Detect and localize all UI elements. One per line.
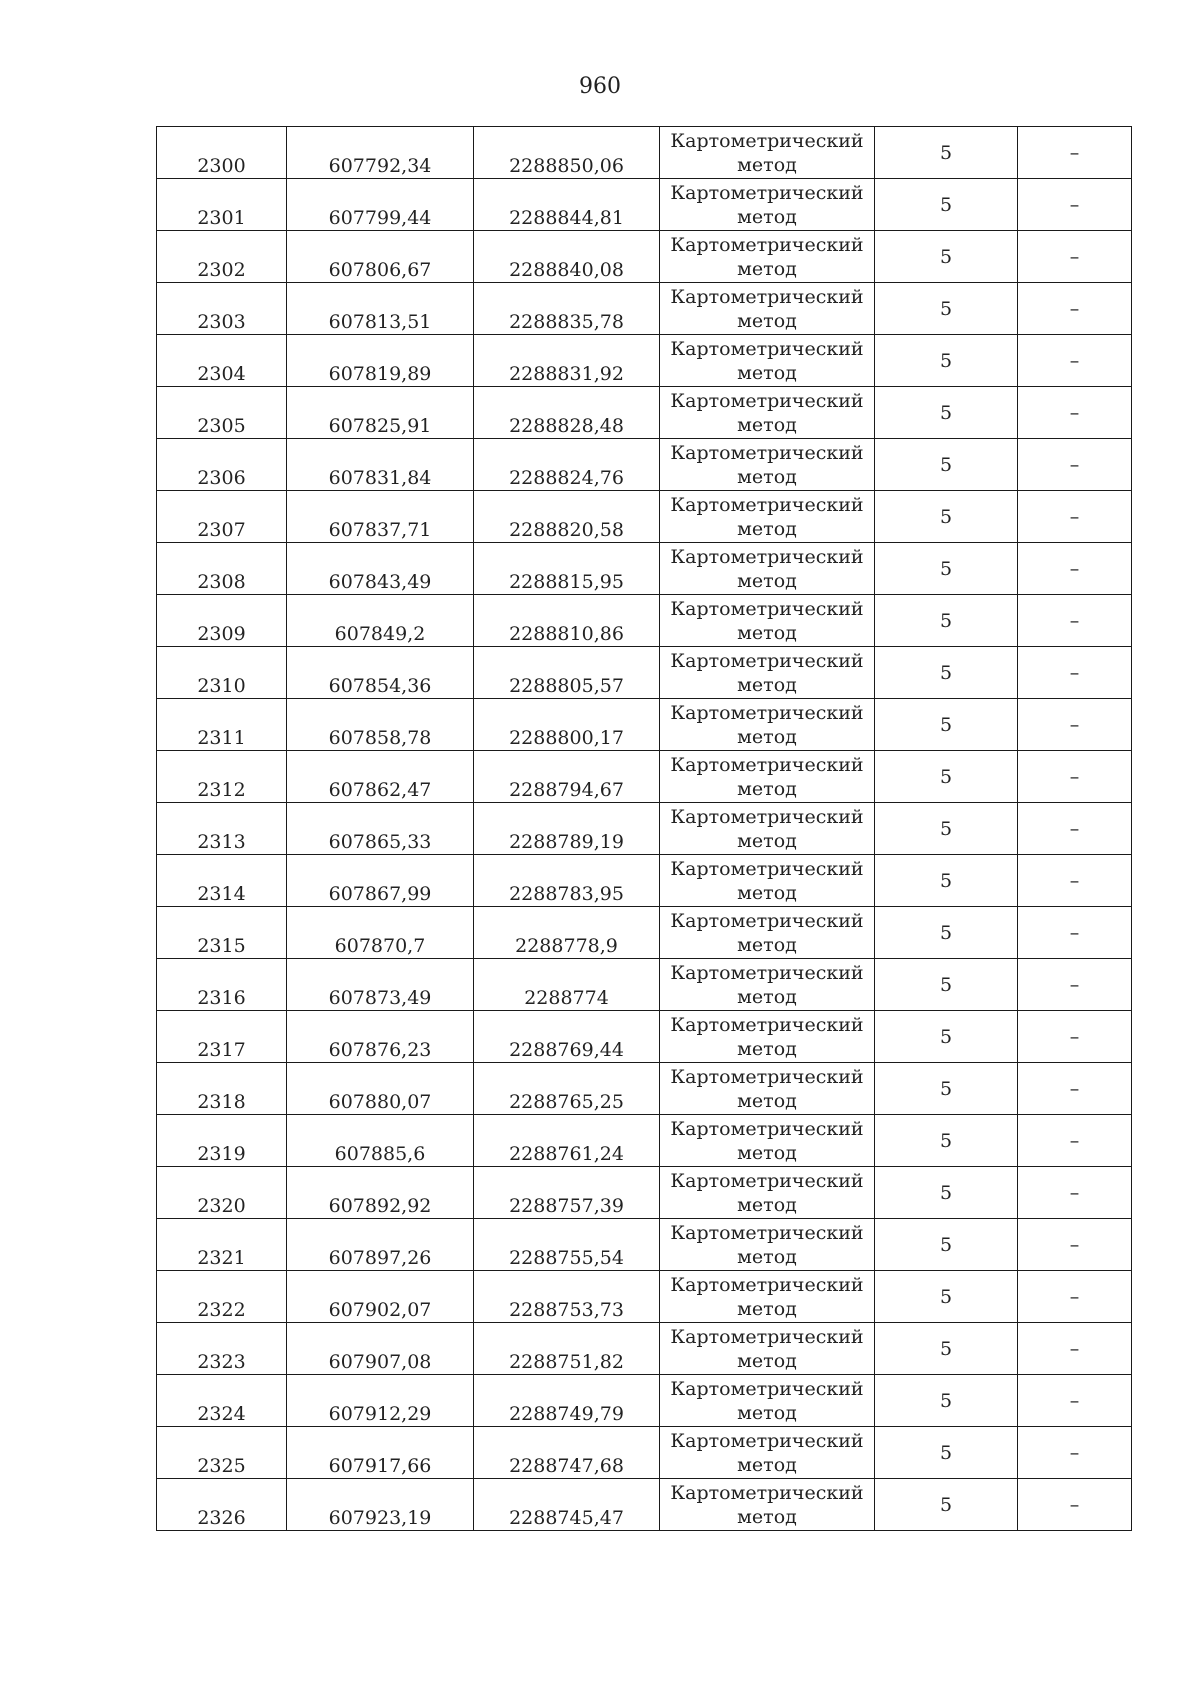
method-cell <box>660 855 875 907</box>
method-label-line2: метод <box>737 517 797 540</box>
y-coordinate-cell: 2288844,81 <box>474 179 660 231</box>
method-cell <box>660 1271 875 1323</box>
method-label-line1: Картометрический <box>670 961 864 984</box>
precision-cell: 5 <box>875 855 1018 907</box>
point-number-cell: 2314 <box>157 855 287 907</box>
precision-cell: 5 <box>875 647 1018 699</box>
x-coordinate-cell: 607917,66 <box>287 1427 474 1479</box>
y-coordinate-cell: 2288828,48 <box>474 387 660 439</box>
method-label-line2: метод <box>737 413 797 436</box>
precision-cell: 5 <box>875 1479 1018 1531</box>
method-cell <box>660 387 875 439</box>
method-cell <box>660 179 875 231</box>
method-label-line1: Картометрический <box>670 701 864 724</box>
x-coordinate-cell: 607923,19 <box>287 1479 474 1531</box>
note-cell: – <box>1018 1271 1132 1323</box>
precision-cell: 5 <box>875 543 1018 595</box>
method-cell <box>660 1011 875 1063</box>
x-coordinate-cell: 607912,29 <box>287 1375 474 1427</box>
method-label-line2: метод <box>737 361 797 384</box>
method-label-line2: метод <box>737 1037 797 1060</box>
note-cell: – <box>1018 179 1132 231</box>
table-row <box>157 1115 1132 1167</box>
method-label-line2: метод <box>737 725 797 748</box>
method-label-line1: Картометрический <box>670 1377 864 1400</box>
method-label-line2: метод <box>737 621 797 644</box>
point-number-cell: 2325 <box>157 1427 287 1479</box>
method-label-line2: метод <box>737 309 797 332</box>
method-label-line1: Картометрический <box>670 285 864 308</box>
point-number-cell: 2320 <box>157 1167 287 1219</box>
coordinates-table <box>156 126 1132 1531</box>
method-cell <box>660 127 875 179</box>
method-label-line1: Картометрический <box>670 805 864 828</box>
y-coordinate-cell: 2288805,57 <box>474 647 660 699</box>
precision-cell: 5 <box>875 491 1018 543</box>
method-cell <box>660 1063 875 1115</box>
method-label-line1: Картометрический <box>670 441 864 464</box>
method-cell <box>660 439 875 491</box>
note-cell: – <box>1018 647 1132 699</box>
point-number-cell: 2302 <box>157 231 287 283</box>
method-cell <box>660 803 875 855</box>
point-number-cell: 2306 <box>157 439 287 491</box>
x-coordinate-cell: 607907,08 <box>287 1323 474 1375</box>
method-label-line2: метод <box>737 569 797 592</box>
y-coordinate-cell: 2288850,06 <box>474 127 660 179</box>
note-cell: – <box>1018 1375 1132 1427</box>
table-row <box>157 231 1132 283</box>
point-number-cell: 2317 <box>157 1011 287 1063</box>
note-cell: – <box>1018 387 1132 439</box>
table-row <box>157 387 1132 439</box>
table-row <box>157 1375 1132 1427</box>
note-cell: – <box>1018 1219 1132 1271</box>
y-coordinate-cell: 2288747,68 <box>474 1427 660 1479</box>
method-cell <box>660 647 875 699</box>
note-cell: – <box>1018 1011 1132 1063</box>
method-label-line1: Картометрический <box>670 1169 864 1192</box>
method-cell <box>660 335 875 387</box>
method-cell <box>660 231 875 283</box>
precision-cell: 5 <box>875 283 1018 335</box>
precision-cell: 5 <box>875 751 1018 803</box>
point-number-cell: 2321 <box>157 1219 287 1271</box>
method-label-line2: метод <box>737 1349 797 1372</box>
x-coordinate-cell: 607837,71 <box>287 491 474 543</box>
method-cell <box>660 751 875 803</box>
y-coordinate-cell: 2288745,47 <box>474 1479 660 1531</box>
x-coordinate-cell: 607858,78 <box>287 699 474 751</box>
note-cell: – <box>1018 1063 1132 1115</box>
y-coordinate-cell: 2288774 <box>474 959 660 1011</box>
point-number-cell: 2309 <box>157 595 287 647</box>
method-label-line1: Картометрический <box>670 1429 864 1452</box>
table-row <box>157 1167 1132 1219</box>
method-label-line1: Картометрический <box>670 129 864 152</box>
method-cell <box>660 543 875 595</box>
method-label-line1: Картометрический <box>670 1481 864 1504</box>
y-coordinate-cell: 2288761,24 <box>474 1115 660 1167</box>
method-label-line1: Картометрический <box>670 649 864 672</box>
method-cell <box>660 699 875 751</box>
precision-cell: 5 <box>875 907 1018 959</box>
table-row <box>157 1219 1132 1271</box>
method-cell <box>660 1323 875 1375</box>
method-cell <box>660 595 875 647</box>
method-label-line2: метод <box>737 673 797 696</box>
method-label-line1: Картометрический <box>670 1065 864 1088</box>
method-label-line2: метод <box>737 1297 797 1320</box>
y-coordinate-cell: 2288753,73 <box>474 1271 660 1323</box>
y-coordinate-cell: 2288824,76 <box>474 439 660 491</box>
precision-cell: 5 <box>875 1115 1018 1167</box>
method-label-line2: метод <box>737 985 797 1008</box>
method-label-line1: Картометрический <box>670 233 864 256</box>
table-row <box>157 179 1132 231</box>
point-number-cell: 2323 <box>157 1323 287 1375</box>
point-number-cell: 2303 <box>157 283 287 335</box>
x-coordinate-cell: 607806,67 <box>287 231 474 283</box>
y-coordinate-cell: 2288755,54 <box>474 1219 660 1271</box>
precision-cell: 5 <box>875 803 1018 855</box>
x-coordinate-cell: 607799,44 <box>287 179 474 231</box>
x-coordinate-cell: 607885,6 <box>287 1115 474 1167</box>
table-row <box>157 543 1132 595</box>
point-number-cell: 2301 <box>157 179 287 231</box>
y-coordinate-cell: 2288783,95 <box>474 855 660 907</box>
point-number-cell: 2304 <box>157 335 287 387</box>
method-label-line2: метод <box>737 1193 797 1216</box>
y-coordinate-cell: 2288769,44 <box>474 1011 660 1063</box>
point-number-cell: 2326 <box>157 1479 287 1531</box>
precision-cell: 5 <box>875 1011 1018 1063</box>
table-row <box>157 1427 1132 1479</box>
method-label-line2: метод <box>737 1401 797 1424</box>
method-label-line1: Картометрический <box>670 909 864 932</box>
x-coordinate-cell: 607831,84 <box>287 439 474 491</box>
note-cell: – <box>1018 283 1132 335</box>
method-cell <box>660 907 875 959</box>
x-coordinate-cell: 607867,99 <box>287 855 474 907</box>
note-cell: – <box>1018 1167 1132 1219</box>
point-number-cell: 2311 <box>157 699 287 751</box>
precision-cell: 5 <box>875 179 1018 231</box>
x-coordinate-cell: 607849,2 <box>287 595 474 647</box>
x-coordinate-cell: 607880,07 <box>287 1063 474 1115</box>
point-number-cell: 2310 <box>157 647 287 699</box>
y-coordinate-cell: 2288778,9 <box>474 907 660 959</box>
precision-cell: 5 <box>875 335 1018 387</box>
x-coordinate-cell: 607873,49 <box>287 959 474 1011</box>
precision-cell: 5 <box>875 1063 1018 1115</box>
method-label-line2: метод <box>737 465 797 488</box>
method-label-line1: Картометрический <box>670 493 864 516</box>
x-coordinate-cell: 607897,26 <box>287 1219 474 1271</box>
table-row <box>157 1323 1132 1375</box>
method-label-line1: Картометрический <box>670 1325 864 1348</box>
method-label-line2: метод <box>737 881 797 904</box>
point-number-cell: 2322 <box>157 1271 287 1323</box>
point-number-cell: 2307 <box>157 491 287 543</box>
y-coordinate-cell: 2288815,95 <box>474 543 660 595</box>
method-label-line1: Картометрический <box>670 1117 864 1140</box>
note-cell: – <box>1018 543 1132 595</box>
table-row <box>157 439 1132 491</box>
y-coordinate-cell: 2288794,67 <box>474 751 660 803</box>
point-number-cell: 2315 <box>157 907 287 959</box>
method-label-line2: метод <box>737 257 797 280</box>
point-number-cell: 2313 <box>157 803 287 855</box>
table-row <box>157 855 1132 907</box>
point-number-cell: 2312 <box>157 751 287 803</box>
method-label-line2: метод <box>737 205 797 228</box>
method-cell <box>660 1219 875 1271</box>
precision-cell: 5 <box>875 1271 1018 1323</box>
note-cell: – <box>1018 855 1132 907</box>
y-coordinate-cell: 2288810,86 <box>474 595 660 647</box>
y-coordinate-cell: 2288831,92 <box>474 335 660 387</box>
x-coordinate-cell: 607862,47 <box>287 751 474 803</box>
point-number-cell: 2316 <box>157 959 287 1011</box>
method-label-line2: метод <box>737 1141 797 1164</box>
x-coordinate-cell: 607902,07 <box>287 1271 474 1323</box>
x-coordinate-cell: 607876,23 <box>287 1011 474 1063</box>
page-number: 960 <box>579 74 621 99</box>
note-cell: – <box>1018 1427 1132 1479</box>
note-cell: – <box>1018 335 1132 387</box>
precision-cell: 5 <box>875 231 1018 283</box>
y-coordinate-cell: 2288789,19 <box>474 803 660 855</box>
x-coordinate-cell: 607892,92 <box>287 1167 474 1219</box>
table-row <box>157 595 1132 647</box>
method-label-line2: метод <box>737 933 797 956</box>
note-cell: – <box>1018 1115 1132 1167</box>
point-number-cell: 2308 <box>157 543 287 595</box>
point-number-cell: 2305 <box>157 387 287 439</box>
x-coordinate-cell: 607825,91 <box>287 387 474 439</box>
point-number-cell: 2318 <box>157 1063 287 1115</box>
method-label-line1: Картометрический <box>670 389 864 412</box>
method-cell <box>660 1427 875 1479</box>
table-row <box>157 491 1132 543</box>
precision-cell: 5 <box>875 699 1018 751</box>
precision-cell: 5 <box>875 1323 1018 1375</box>
method-label-line1: Картометрический <box>670 337 864 360</box>
method-label-line2: метод <box>737 1505 797 1528</box>
table-row <box>157 1271 1132 1323</box>
precision-cell: 5 <box>875 387 1018 439</box>
x-coordinate-cell: 607792,34 <box>287 127 474 179</box>
method-label-line1: Картометрический <box>670 597 864 620</box>
table-row <box>157 907 1132 959</box>
table-row <box>157 803 1132 855</box>
note-cell: – <box>1018 439 1132 491</box>
method-cell <box>660 1375 875 1427</box>
method-label-line1: Картометрический <box>670 1013 864 1036</box>
method-label-line2: метод <box>737 1453 797 1476</box>
method-cell <box>660 283 875 335</box>
x-coordinate-cell: 607870,7 <box>287 907 474 959</box>
y-coordinate-cell: 2288749,79 <box>474 1375 660 1427</box>
note-cell: – <box>1018 751 1132 803</box>
method-label-line1: Картометрический <box>670 753 864 776</box>
table-row <box>157 335 1132 387</box>
method-cell <box>660 1479 875 1531</box>
note-cell: – <box>1018 803 1132 855</box>
table-row <box>157 283 1132 335</box>
method-cell <box>660 491 875 543</box>
method-label-line1: Картометрический <box>670 1273 864 1296</box>
note-cell: – <box>1018 491 1132 543</box>
method-label-line2: метод <box>737 1245 797 1268</box>
point-number-cell: 2300 <box>157 127 287 179</box>
method-label-line2: метод <box>737 777 797 800</box>
note-cell: – <box>1018 907 1132 959</box>
table-row <box>157 699 1132 751</box>
precision-cell: 5 <box>875 439 1018 491</box>
x-coordinate-cell: 607865,33 <box>287 803 474 855</box>
x-coordinate-cell: 607819,89 <box>287 335 474 387</box>
method-label-line2: метод <box>737 153 797 176</box>
y-coordinate-cell: 2288840,08 <box>474 231 660 283</box>
method-cell <box>660 1115 875 1167</box>
precision-cell: 5 <box>875 1167 1018 1219</box>
precision-cell: 5 <box>875 595 1018 647</box>
point-number-cell: 2324 <box>157 1375 287 1427</box>
note-cell: – <box>1018 699 1132 751</box>
table-row <box>157 127 1132 179</box>
table-row <box>157 1011 1132 1063</box>
y-coordinate-cell: 2288765,25 <box>474 1063 660 1115</box>
point-number-cell: 2319 <box>157 1115 287 1167</box>
table-row <box>157 647 1132 699</box>
y-coordinate-cell: 2288820,58 <box>474 491 660 543</box>
y-coordinate-cell: 2288835,78 <box>474 283 660 335</box>
note-cell: – <box>1018 1479 1132 1531</box>
method-cell <box>660 959 875 1011</box>
note-cell: – <box>1018 595 1132 647</box>
method-label-line1: Картометрический <box>670 545 864 568</box>
x-coordinate-cell: 607843,49 <box>287 543 474 595</box>
x-coordinate-cell: 607813,51 <box>287 283 474 335</box>
precision-cell: 5 <box>875 127 1018 179</box>
note-cell: – <box>1018 1323 1132 1375</box>
precision-cell: 5 <box>875 1219 1018 1271</box>
y-coordinate-cell: 2288757,39 <box>474 1167 660 1219</box>
method-label-line1: Картометрический <box>670 857 864 880</box>
table-row <box>157 1063 1132 1115</box>
note-cell: – <box>1018 127 1132 179</box>
note-cell: – <box>1018 231 1132 283</box>
precision-cell: 5 <box>875 1427 1018 1479</box>
table-body <box>157 127 1132 1531</box>
y-coordinate-cell: 2288751,82 <box>474 1323 660 1375</box>
x-coordinate-cell: 607854,36 <box>287 647 474 699</box>
precision-cell: 5 <box>875 959 1018 1011</box>
method-label-line2: метод <box>737 1089 797 1112</box>
method-label-line1: Картометрический <box>670 181 864 204</box>
method-label-line1: Картометрический <box>670 1221 864 1244</box>
method-cell <box>660 1167 875 1219</box>
precision-cell: 5 <box>875 1375 1018 1427</box>
table-row <box>157 1479 1132 1531</box>
table-row <box>157 959 1132 1011</box>
note-cell: – <box>1018 959 1132 1011</box>
method-label-line2: метод <box>737 829 797 852</box>
y-coordinate-cell: 2288800,17 <box>474 699 660 751</box>
table-row <box>157 751 1132 803</box>
